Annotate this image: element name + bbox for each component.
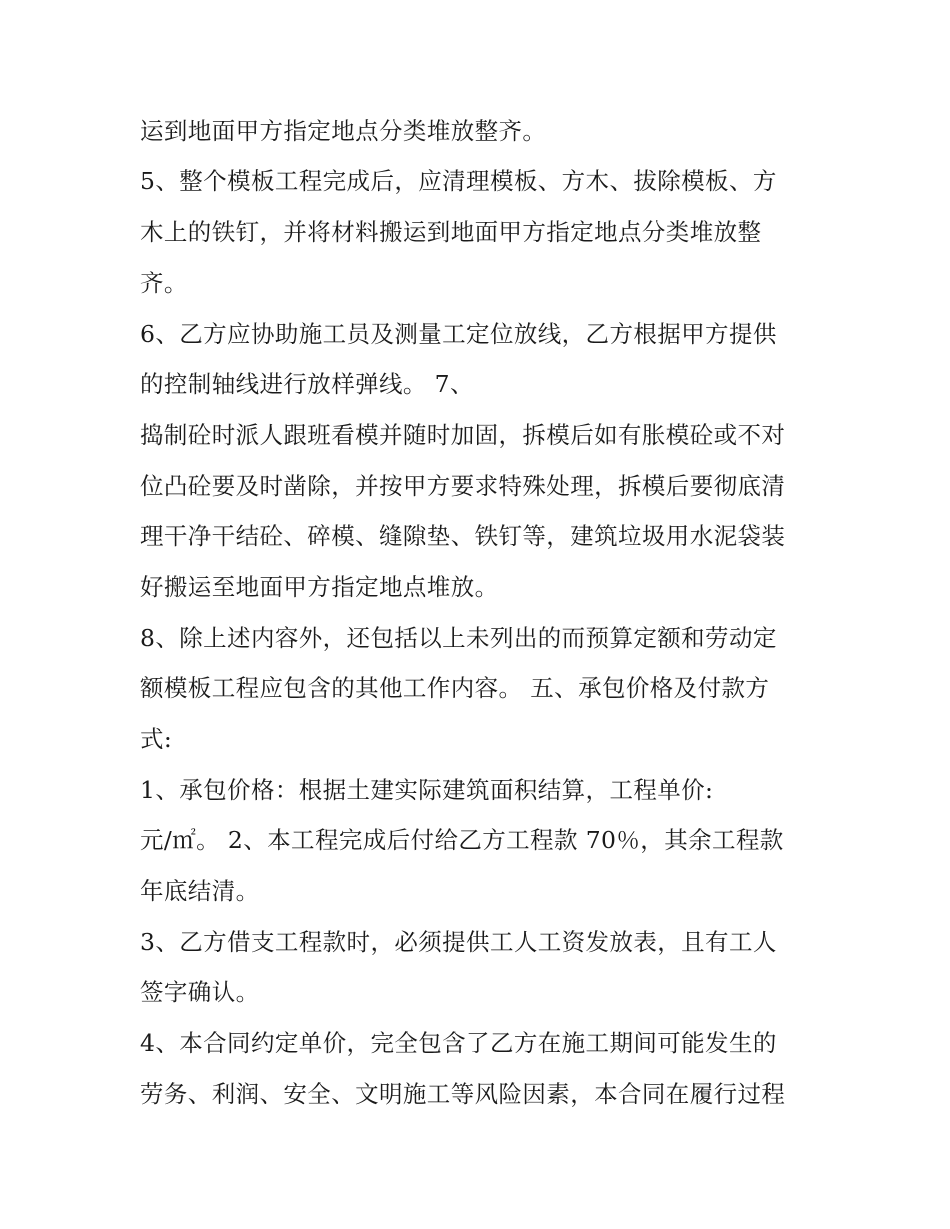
text-line: 运到地面甲方指定地点分类堆放整齐。: [140, 117, 547, 145]
text-line: 8、除上述内容外，还包括以上未列出的而预算定额和劳动定: [140, 624, 777, 652]
text-line: 理干净干结砼、碎模、缝隙垫、铁钉等，建筑垃圾用水泥袋装: [140, 522, 786, 550]
text-line: 年底结清。: [140, 877, 260, 905]
text-line: 捣制砼时派人跟班看模并随时加固，拆模后如有胀模砼或不对: [140, 421, 786, 449]
text-line: 签字确认。: [140, 978, 260, 1006]
text-line: 位凸砼要及时凿除，并按甲方要求特殊处理，拆模后要彻底清: [140, 472, 786, 500]
text-line: 6、乙方应协助施工员及测量工定位放线，乙方根据甲方提供: [140, 320, 777, 348]
text-line: 5、整个模板工程完成后，应清理模板、方木、拔除模板、方: [140, 167, 777, 195]
text-line: 元/㎡。 2、本工程完成后付给乙方工程款 70％，其余工程款: [140, 826, 784, 854]
text-line: 3、乙方借支工程款时，必须提供工人工资发放表，且有工人: [140, 928, 777, 956]
text-line: 4、本合同约定单价，完全包含了乙方在施工期间可能发生的: [140, 1029, 777, 1057]
text-line: 的控制轴线进行放样弹线。 7、: [140, 370, 474, 398]
text-line: 木上的铁钉，并将材料搬运到地面甲方指定地点分类堆放整: [140, 218, 762, 246]
text-line: 劳务、利润、安全、文明施工等风险因素，本合同在履行过程: [140, 1080, 786, 1108]
text-line: 式:: [140, 725, 173, 753]
text-line: 好搬运至地面甲方指定地点堆放。: [140, 573, 499, 601]
text-line: 额模板工程应包含的其他工作内容。 五、承包价格及付款方: [140, 674, 770, 702]
text-line: 1、承包价格：根据土建实际建筑面积结算，工程单价:: [140, 776, 714, 804]
text-line: 齐。: [140, 269, 188, 297]
